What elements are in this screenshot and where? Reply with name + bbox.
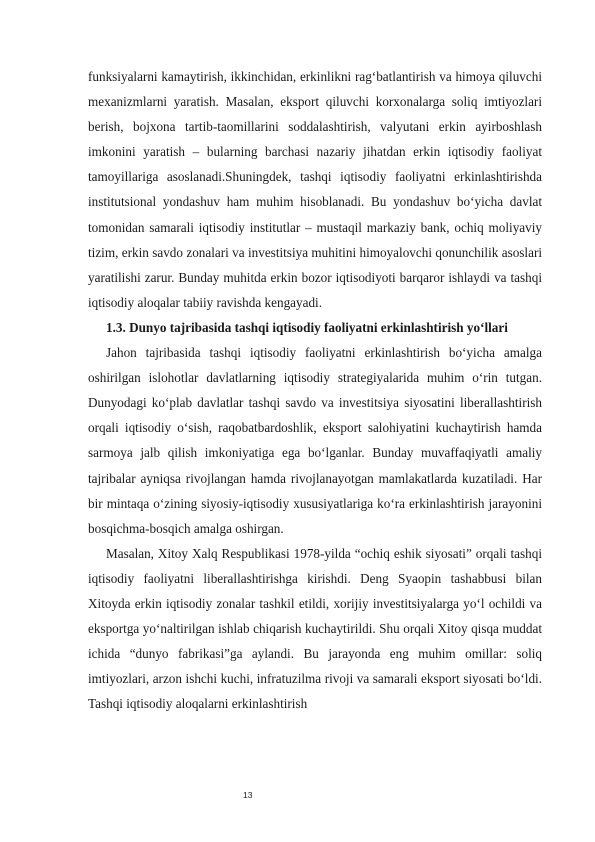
body-paragraph-world-experience: Jahon tajribasida tashqi iqtisodiy faoliyatni erkinlashtirish bo‘yicha amalga oshirilgan islohotlar davlatlarning iqtisodiy strategiyalarida muhim o‘rin tutgan. Dunyodagi ko‘plab davlatlar tashqi savdo va investitsiya siyosatini liberallashtirish orqali iqtisodiy o‘sish, raqobatbardoshlik, eksport salohiyatini kuchaytirish hamda sarmoya jalb qilish imkoniyatiga ega bo‘lganlar. Bunday muvaffaqiyatli amaliy tajribalar ayniqsa rivojlangan hamda rivojlanayotgan mamlakatlarda kuzatiladi. Har bir mintaqa o‘zining siyosiy-iqtisodiy xususiyatlariga ko‘ra erkinlashtirish jarayonini bosqichma-bosqich amalga oshirgan. [88,345,542,536]
body-paragraph-china-example: Masalan, Xitoy Xalq Respublikasi 1978-yilda “ochiq eshik siyosati” orqali tashqi iqtisodiy faoliyatni liberallashtirishga kirishdi. Deng Syaopin tashabbusi bilan Xitoyda erkin iqtisodiy zonalar tashkil etildi, xorijiy investitsiyalarga yo‘l ochildi va eksportga yo‘naltirilgan ishlab chiqarish kuchaytirildi. Shu orqali Xitoy qisqa muddat ichida “dunyo fabrikasi”ga aylandi. Bu jarayonda eng muhim omillar: soliq imtiyozlari, arzon ishchi kuchi, infratuzilma rivoji va samarali eksport siyosati bo‘ldi. Tashqi iqtisodiy aloqalarni erkinlashtirish [88,545,542,712]
body-paragraph-continued: funksiyalarni kamaytirish, ikkinchidan, erkinlikni rag‘batlantirish va himoya qiluvchi mexanizmlarni yaratish. Masalan, eksport qiluvchi korxonalarga soliq imtiyozlari berish, bojxona tartib-taomillarini soddalashtirish, valyutani erkin ayirboshlash imkonini yaratish – bularning barchasi nazariy jihatdan erkin iqtisodiy faoliyat tamoyillariga asoslanadi.Shuningdek, tashqi iqtisodiy faoliyatni erkinlashtirishda institutsional yondashuv ham muhim hisoblanadi. Bu yondashuv bo‘yicha davlat tomonidan samarali iqtisodiy institutlar – mustaqil markaziy bank, ochiq moliyaviy tizim, erkin savdo zonalari va investitsiya muhitini himoyalovchi qonunchilik asoslari yaratilishi zarur. Bunday muhitda erkin bozor iqtisodiyoti barqaror ishlaydi va tashqi iqtisodiy aloqalar tabiiy ravishda kengayadi. [88,69,542,310]
document-page [88,64,542,716]
section-heading: 1.3. Dunyo tajribasida tashqi iqtisodiy faoliyatni erkinlashtirish yo‘llari [106,319,508,335]
page-number: 13 [243,790,253,800]
